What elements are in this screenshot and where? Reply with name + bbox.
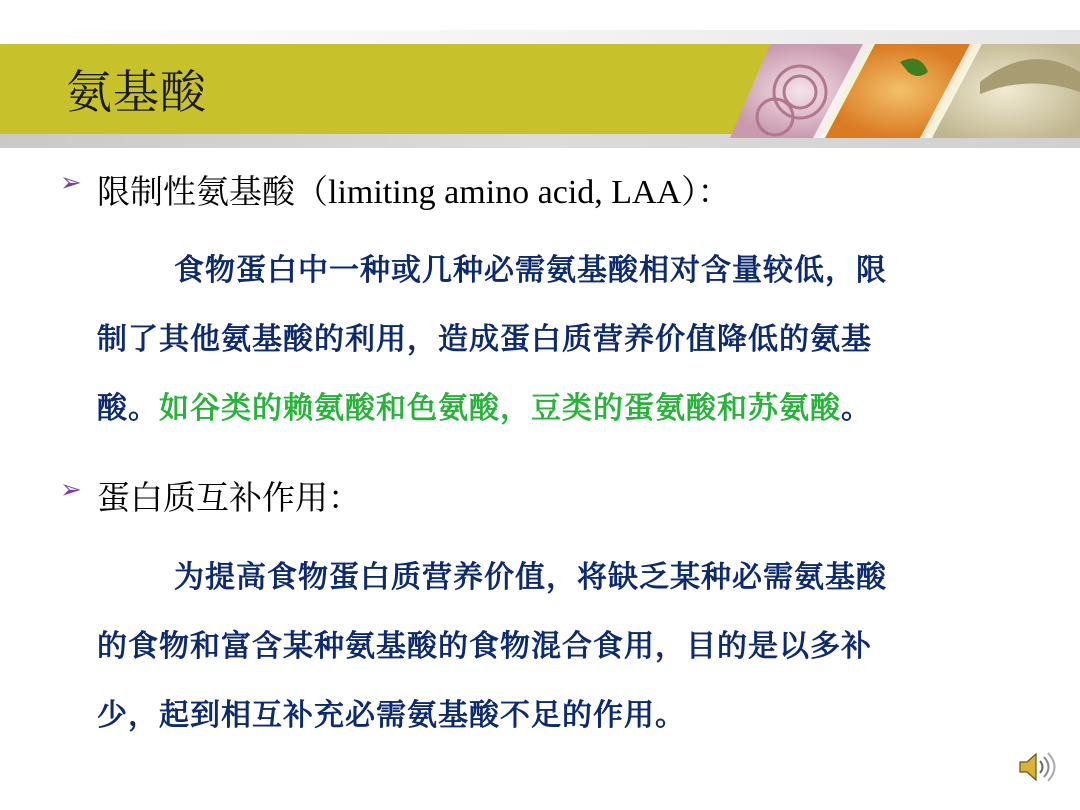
section1-example: 如谷类的赖氨酸和色氨酸，豆类的蛋氨酸和苏氨酸 <box>159 391 841 426</box>
section2-heading <box>97 472 361 519</box>
slide-title: 氨基酸 <box>66 65 207 119</box>
section1-heading <box>97 166 731 213</box>
arrow-bullet-icon: ➢ <box>60 168 82 198</box>
section1-line-2: 制了其他氨基酸的利用，造成蛋白质营养价值降低的氨基 <box>97 322 872 357</box>
section2-line-1: 为提高食物蛋白质营养价值，将缺乏某种必需氨基酸 <box>174 560 887 595</box>
section2-heading-text: 蛋白质互补作用 <box>97 478 328 517</box>
section1-heading-en: limiting amino acid, LAA <box>328 174 682 211</box>
arrow-bullet-icon: ➢ <box>60 475 82 505</box>
section2-line-2: 的食物和富含某种氨基酸的食物混合食用，目的是以多补 <box>97 629 872 664</box>
section1-line-3 <box>97 383 872 427</box>
section2-line-3: 少，起到相互补充必需氨基酸不足的作用。 <box>97 698 686 733</box>
section1-heading-cn: 限制性氨基酸 <box>97 172 295 211</box>
section1-line-3-end: 。 <box>841 391 872 426</box>
section1-line-3-start: 酸。 <box>97 391 159 426</box>
food-photo-strip <box>730 22 1080 138</box>
speaker-icon[interactable] <box>1016 749 1056 785</box>
section2-heading-colon: ： <box>328 478 361 517</box>
section1-heading-paren-open: （ <box>295 172 328 211</box>
section1-heading-paren-close: ） <box>681 172 698 211</box>
section1-heading-colon: ： <box>697 172 731 211</box>
section1-line-1: 食物蛋白中一种或几种必需氨基酸相对含量较低，限 <box>174 253 887 288</box>
